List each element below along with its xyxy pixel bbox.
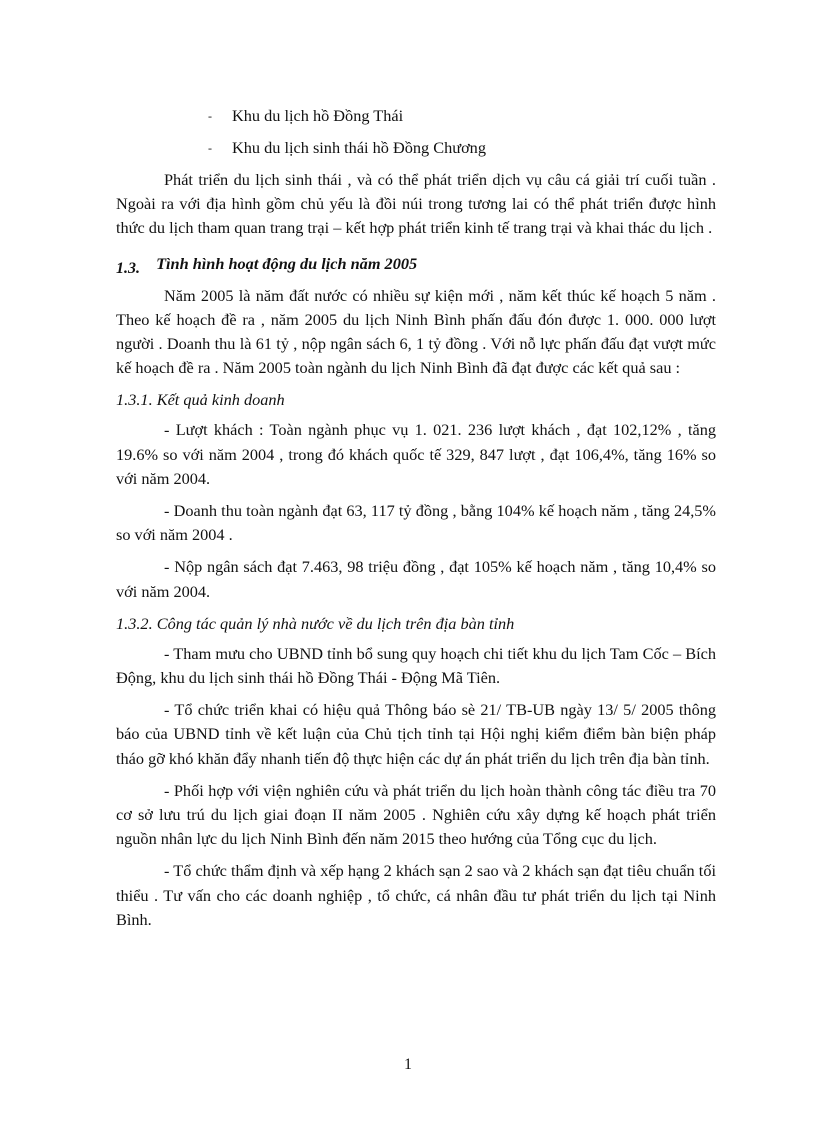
bullet-item <box>116 104 716 128</box>
subsection-heading-1-3-2: 1.3.2. Công tác quản lý nhà nước về du lịch trên địa bàn tỉnh <box>116 613 515 633</box>
bullet-text: Khu du lịch hồ Đồng Thái <box>232 106 404 125</box>
bullet-item <box>116 136 716 160</box>
management-item: - Phối hợp với viện nghiên cứu và phát triển du lịch hoàn thành công tác điều tra 70 cơ sở lưu trú du lịch giai đoạn II năm 2005 . Nghiên cứu xây dựng kế hoạch phát triển nguồn nhân lực du lịch Ninh Bình đến năm 2015 theo hướng của Tổng cục du lịch. <box>116 780 716 849</box>
management-item: - Tổ chức triển khai có hiệu quả Thông báo sè 21/ TB-UB ngày 13/ 5/ 2005 thông báo của UBND tỉnh về kết luận của Chủ tịch tỉnh tại Hội nghị kiểm điểm bàn biện pháp tháo gỡ khó khăn đẩy nhanh tiến độ thực hiện các dự án phát triển du lịch trên địa bàn tỉnh. <box>116 700 716 768</box>
bullet-marker: - <box>208 141 212 155</box>
management-item: - Tham mưu cho UBND tỉnh bổ sung quy hoạch chi tiết khu du lịch Tam Cốc – Bích Động, khu du lịch sinh thái hồ Đồng Thái - Động Mã Tiên. <box>116 643 716 688</box>
bullet-text: Khu du lịch sinh thái hồ Đồng Chương <box>232 138 486 157</box>
page-content <box>116 104 716 940</box>
management-item: - Tổ chức thẩm định và xếp hạng 2 khách sạn 2 sao và 2 khách sạn đạt tiêu chuẩn tối thiểu . Tư vấn cho các doanh nghiệp , tổ chức, cá nhân đầu tư phát triển du lịch tại Ninh Bình. <box>116 861 716 929</box>
bullet-marker: - <box>208 109 212 123</box>
section-1-3-paragraph: Năm 2005 là năm đất nước có nhiều sự kiện mới , năm kết thúc kế hoạch 5 năm . Theo kế hoạch đề ra , năm 2005 du lịch Ninh Bình phấn đấu đón được 1. 000. 000 lượt người . Doanh thu là 61 tỷ , nộp ngân sách 6, 1 tỷ đồng . Với nỗ lực phấn đấu đạt vượt mức kế hoạch đề ra . Năm 2005 toàn ngành du lịch Ninh Bình đã đạt được các kết quả sau : <box>116 285 716 378</box>
subsection-heading-1-3-1: 1.3.1. Kết quả kinh doanh <box>116 390 285 410</box>
section-number: 1.3. <box>116 259 140 277</box>
business-result-item: - Lượt khách : Toàn ngành phục vụ 1. 021. 236 lượt khách , đạt 102,12% , tăng 19.6% so với năm 2004 , trong đó khách quốc tế 329, 847 lượt , đạt 106,4%, tăng 16% so với năm 2004. <box>116 420 716 488</box>
business-result-item: - Nộp ngân sách đạt 7.463, 98 triệu đồng , đạt 105% kế hoạch năm , tăng 10,4% so với năm 2004. <box>116 557 716 601</box>
section-title: Tình hình hoạt động du lịch năm 2005 <box>156 253 418 273</box>
page-number: 1 <box>404 1056 412 1073</box>
business-result-item: - Doanh thu toàn ngành đạt 63, 117 tỷ đồng , bằng 104% kế hoạch năm , tăng 24,5% so với năm 2004 . <box>116 501 716 545</box>
section-heading-1-3 <box>116 251 716 278</box>
intro-paragraph: Phát triển du lịch sinh thái , và có thể phát triển dịch vụ câu cá giải trí cuối tuần . Ngoài ra với địa hình gồm chủ yếu là đồi núi trong tương lai có thể phát triển được hình thức du lịch tham quan trang trại – kết hợp phát triển kinh tế trang trại và khai thác du lịch . <box>116 170 716 238</box>
